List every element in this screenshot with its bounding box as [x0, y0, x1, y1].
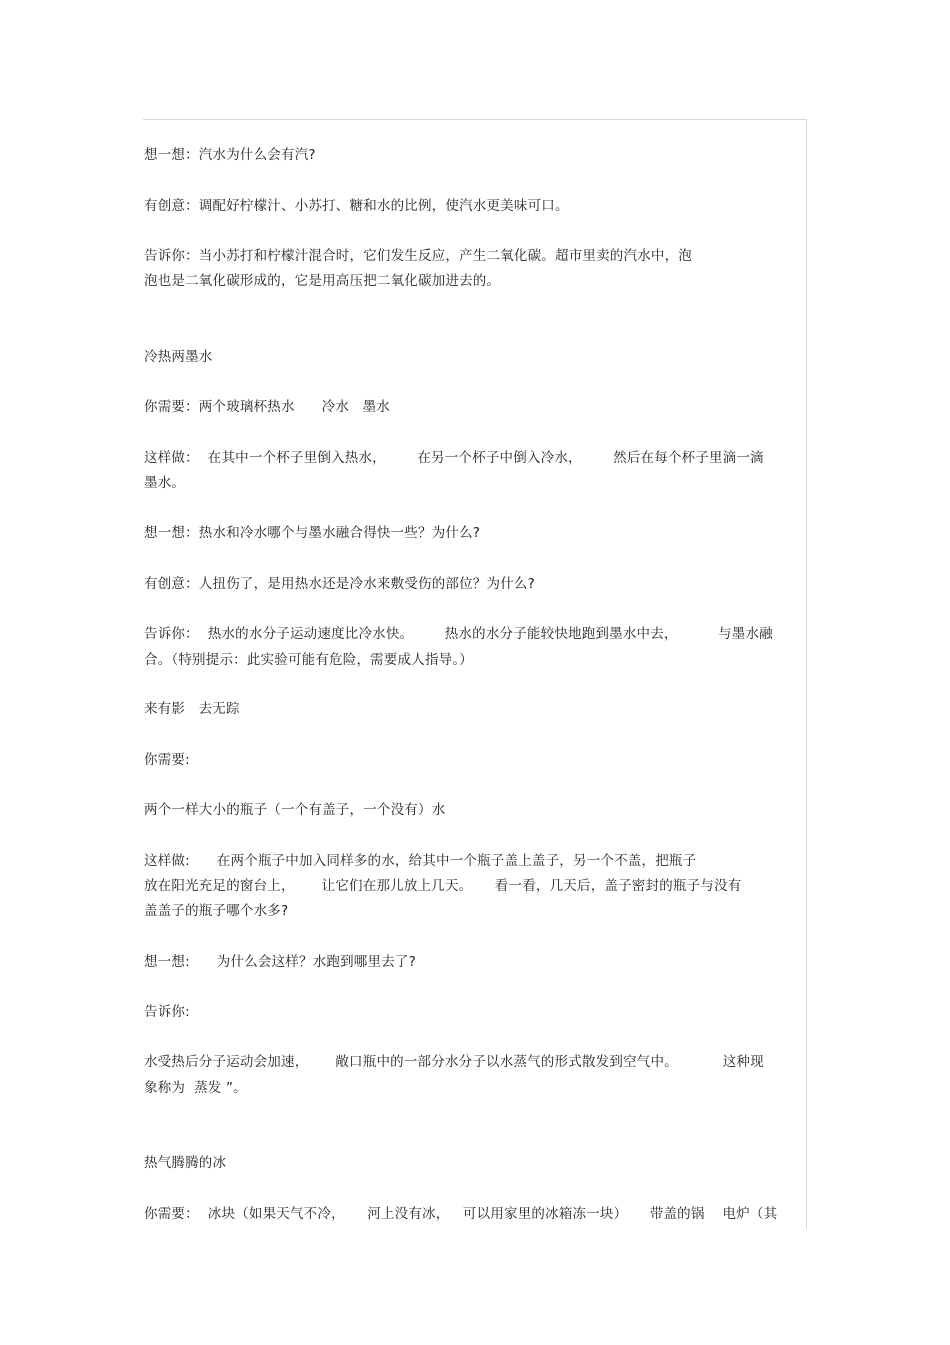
- text-line: 告诉你： 热水的水分子运动速度比冷水快。 热水的水分子能较快地跑到墨水中去， 与墨水融: [144, 626, 773, 642]
- text-line: 你需要： 冰块（如果天气不冷， 河上没有冰， 可以用家里的冰箱冻一块） 带盖的锅 电炉（其: [144, 1206, 778, 1222]
- text-line: 告诉你:: [144, 1004, 190, 1020]
- text-line: 两个一样大小的瓶子（一个有盖子，一个没有）水: [144, 802, 446, 818]
- text-line: 合。（特别提示：此实验可能有危险，需要成人指导。）: [144, 652, 473, 668]
- text-line: 盖盖子的瓶子哪个水多?: [144, 903, 289, 919]
- text-line: 你需要：两个玻璃杯热水 冷水 墨水: [144, 399, 390, 415]
- text-line: 这样做: 在两个瓶子中加入同样多的水，给其中一个瓶子盖上盖子，另一个不盖，把瓶子: [144, 853, 697, 869]
- text-line: 泡也是二氧化碳形成的，它是用高压把二氧化碳加进去的。: [144, 273, 501, 289]
- text-line: 你需要:: [144, 752, 190, 768]
- text-line: 有创意：人扭伤了，是用热水还是冷水来敷受伤的部位？为什么?: [144, 576, 535, 592]
- text-line: 想一想：汽水为什么会有汽?: [144, 147, 316, 163]
- section-heading: 来有影 去无踪: [144, 701, 240, 717]
- text-line: 告诉你：当小苏打和柠檬汁混合时，它们发生反应，产生二氧化碳。超市里卖的汽水中，泡: [144, 248, 692, 264]
- text-line: 墨水。: [144, 475, 186, 491]
- text-line: 想一想: 为什么会这样？水跑到哪里去了?: [144, 954, 416, 970]
- text-line: 有创意：调配好柠檬汁、小苏打、糖和水的比例，使汽水更美味可口。: [144, 198, 569, 214]
- text-line: 放在阳光充足的窗台上， 让它们在那儿放上几天。 看一看，几天后，盖子密封的瓶子与没有: [144, 878, 742, 894]
- text-line: 想一想：热水和冷水哪个与墨水融合得快一些？为什么?: [144, 525, 481, 541]
- text-line: 象称为 蒸发 ”。: [144, 1080, 247, 1096]
- text-line: 这样做： 在其中一个杯子里倒入热水， 在另一个杯子中倒入冷水， 然后在每个杯子里滴一滴: [144, 450, 764, 466]
- section-heading: 热气腾腾的冰: [144, 1155, 227, 1171]
- text-line: 水受热后分子运动会加速， 敞口瓶中的一部分水分子以水蒸气的形式散发到空气中。 这种现: [144, 1054, 764, 1070]
- section-heading: 冷热两墨水: [144, 349, 213, 365]
